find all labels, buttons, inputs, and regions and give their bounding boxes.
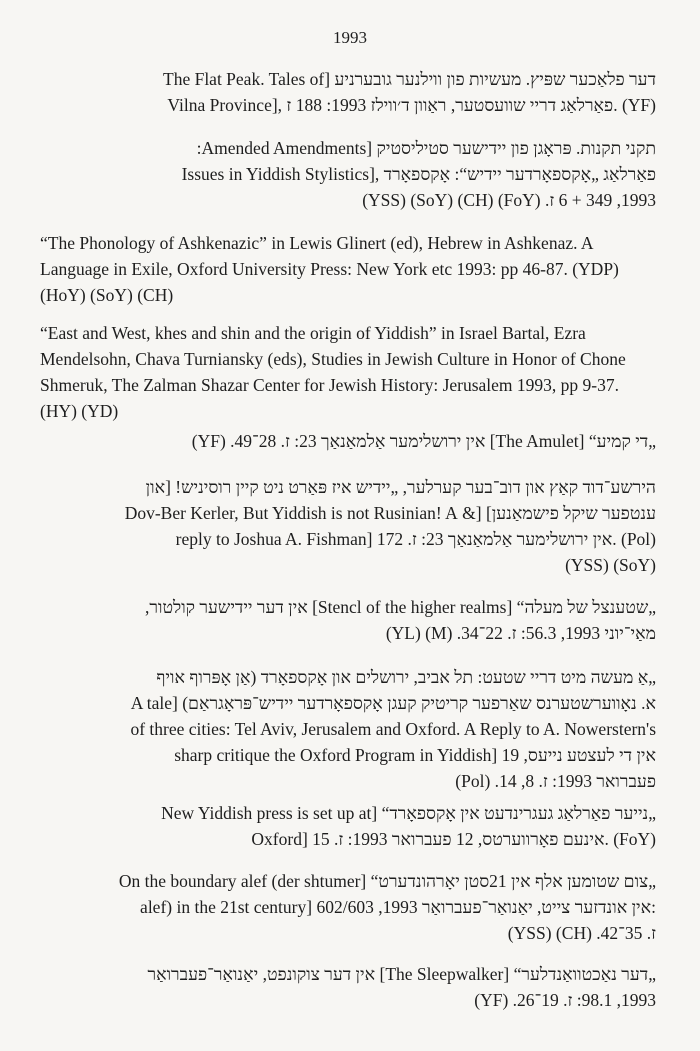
bibliography-entry-boundary-alef [40,868,656,946]
entry-line: alef) in the 21st century] אין אונדזער צייט, יאַנואַר־פעברואַר 1993, 602/603: [140,897,656,917]
entry-line: Oxford] אינעם פאָרווערטס, 12 פעברואר 1993: ז. 15. (FoY) [251,829,656,849]
bibliography-entry-phonology [40,230,656,308]
entry-line: The Flat Peak. Tales of] דער פלאַכער שפּיץ. מעשיות פון ווילנער גובערניע [163,69,656,89]
entry-line: (YSS) (SoY) [565,555,656,575]
entry-line: „אַ מעשה מיט דריי שטעט: תל אביב, ירושלים און אָקספאָרד (אַן אָפּרוף אויף [156,667,656,687]
bibliography-entry-amulet [40,428,656,454]
bibliography-entry-amended-amendments [40,135,656,213]
bibliography-entry-flat-peak [40,66,656,118]
entry-line: „די קמיע“ [The Amulet] אין ירושלימער אַלמאַנאַך 23: ז. 28־49. (YF) [191,431,656,451]
entry-line: תקני תקנות. פּראָגן פון יידישער סטיליסטיק [Amended Amendments: [196,138,656,158]
bibliography-entry-stencil [40,594,656,646]
entry-line: „שטענצל של מעלה“ [Stencl of the higher realms] אין דער יידישער קולטור, [145,597,656,617]
entry-line: “East and West, khes and shin and the origin of Yiddish” in Israel Bartal, Ezra [40,323,586,343]
bibliography-entry-sleepwalker [40,961,656,1013]
entry-line: reply to Joshua A. Fishman] אין ירושלימער אַלמאַנאַך 23: ז. 172. (Pol) [175,529,656,549]
entry-line: מאַי־יוני 1993, 56.3: ז. 22־34. (M) (YL) [385,623,656,643]
entry-line: Language in Exile, Oxford University Press: New York etc 1993: pp 46-87. (YDP) [40,259,619,279]
entry-line: (HoY) (SoY) (CH) [40,285,174,305]
entry-line: ענטפער שיקל פישמאַנען] [& Dov-Ber Kerler, But Yiddish is not Rusinian! A [124,503,656,523]
bibliography-entry-rusinian [40,474,656,578]
entry-line: ז. 35־42. (CH) (YSS) [507,923,656,943]
entry-line: פעברואר 1993: ז. 8, 14. (Pol) [455,771,656,791]
entry-line: „צום שטומען אלף אין 21סטן יאָרהונדערט“ [On the boundary alef (der shtumer [118,871,656,891]
entry-line: 1993, 98.1: ז. 19־26. (YF) [474,990,656,1010]
entry-line: 1993, 349 + 6 ז. (FoY) (CH) (SoY) (YSS) [362,190,656,210]
entry-line: (HY) (YD) [40,401,119,421]
bibliography-entry-new-press [40,800,656,852]
entry-line: Shmeruk, The Zalman Shazar Center for Jewish History: Jerusalem 1993, pp 9-37. [40,375,619,395]
entry-line: Vilna Province], פאַרלאַג דריי שוועסטער, ראַוון ד׳ווילז 1993: 188 ז. (YF) [167,95,656,115]
page-number: 1993 [333,28,367,47]
entry-line: Mendelsohn, Chava Turniansky (eds), Studies in Jewish Culture in Honor of Chone [40,349,626,369]
entry-line: הירשע־דוד קאַץ און דוב־בער קערלער, „יידיש איז פּאַרט ניט קיין רוסיניש! [און [145,477,656,497]
entry-line: of three cities: Tel Aviv, Jerusalem and Oxford. A Reply to A. Nowerstern's [130,719,656,739]
entry-line: Issues in Yiddish Stylistics], פאַרלאַג „אָקספאָרדער יידיש“: אָקספאָרד [181,164,656,184]
bibliography-entry-east-west [40,320,656,424]
bibliography-entry-three-cities [40,664,656,794]
entry-line: א. נאָווערשטערנס שאַרפער קריטיק קעגן אָקספאָרדער יידיש־פּראָגראַם) [A tale [130,693,656,713]
entry-line: sharp critique the Oxford Program in Yiddish] אין די לעצטע נייעס, 19 [174,745,656,765]
entry-line: „נייער פאַרלאַג געגרינדעט אין אָקספאָרד“ [New Yiddish press is set up at [161,803,656,823]
entry-line: „דער נאַכטוואַנדלער“ [The Sleepwalker] אין דער צוקונפט, יאַנואַר־פעברואַר [147,964,656,984]
entry-line: “The Phonology of Ashkenazic” in Lewis Glinert (ed), Hebrew in Ashkenaz. A [40,233,594,253]
